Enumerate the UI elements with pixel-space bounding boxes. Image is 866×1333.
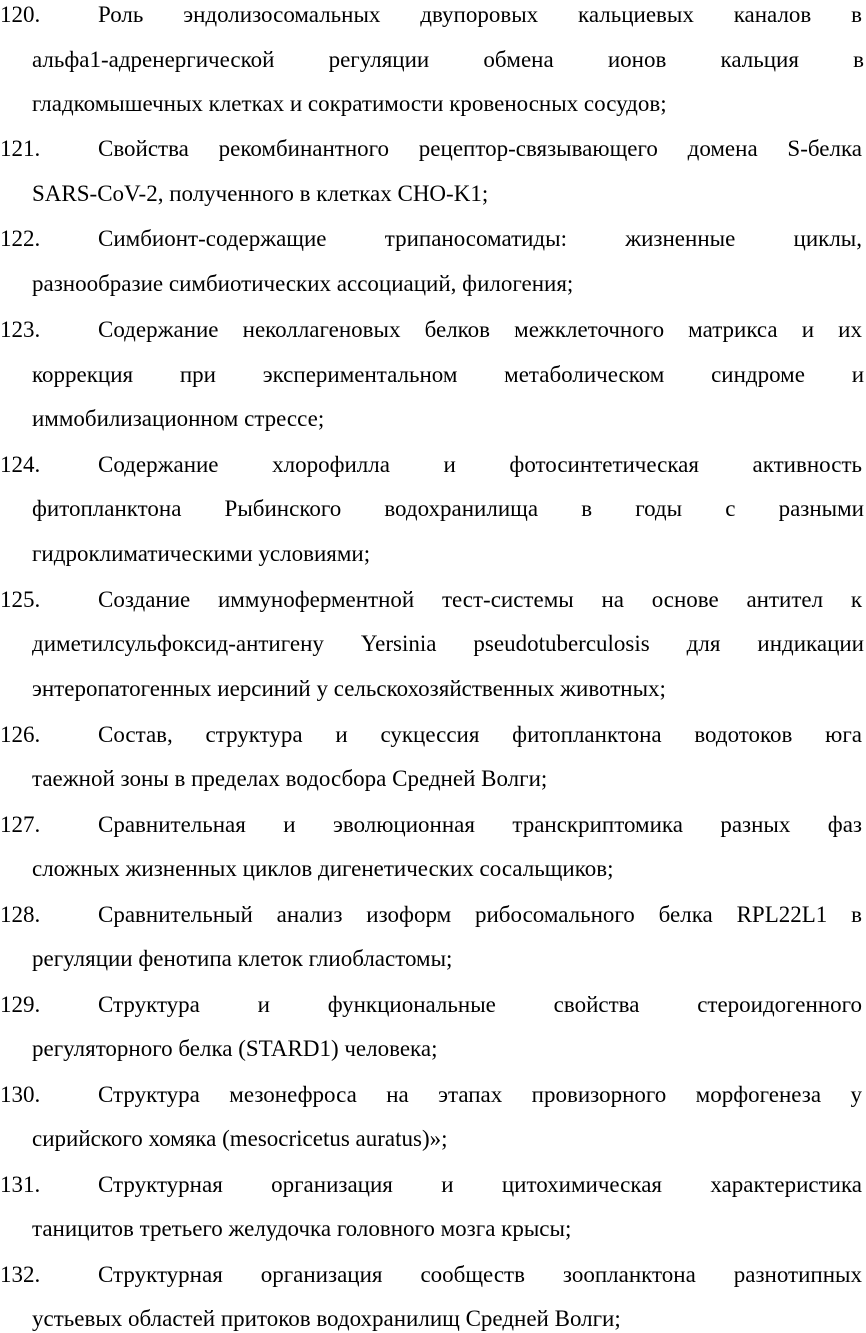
item-text-line: регуляторного белка (STARD1) человека; [32,1036,438,1061]
item-text-line: гладкомышечных клетках и сократимости кровеносных сосудов; [32,91,667,116]
item-number: 127. [0,812,41,837]
item-text-line: альфа1-адренергической регуляции обмена ионов кальция в [32,47,864,72]
item-number: 124. [0,452,41,477]
item-text-line: Сравнительная и эволюционная транскриптомика разных фаз [98,812,862,837]
item-text-line: энтеропатогенных иерсиний у сельскохозяйственных животных; [32,676,666,701]
item-text-line: Свойства рекомбинантного рецептор-связывающего домена S-белка [98,136,862,161]
item-text-line: сирийского хомяка (mesocricetus auratus)»; [32,1126,448,1151]
item-text-line: Структурная организация и цитохимическая характеристика [98,1172,862,1197]
item-number: 129. [0,992,41,1017]
item-number: 132. [0,1262,41,1287]
item-text-line: иммобилизационном стрессе; [32,406,325,431]
item-text-line: гидроклиматическими условиями; [32,541,371,566]
item-number: 120. [0,2,41,27]
item-number: 130. [0,1082,41,1107]
item-text-line: Состав, структура и сукцессия фитопланктона водотоков юга [98,722,862,747]
item-text-line: таницитов третьего желудочка головного мозга крысы; [32,1216,572,1241]
item-text-line: Симбионт-содержащие трипаносоматиды: жизненные циклы, [98,226,862,251]
item-text-line: устьевых областей притоков водохранилищ Средней Волги; [32,1306,621,1331]
item-number: 126. [0,722,41,747]
item-number: 121. [0,136,41,161]
item-text-line: Структура мезонефроса на этапах провизорного морфогенеза у [98,1082,862,1107]
item-text-line: Роль эндолизосомальных двупоровых кальциевых каналов в [98,2,862,27]
item-text-line: сложных жизненных циклов дигенетических сосальщиков; [32,856,614,881]
item-text-line: регуляции фенотипа клеток глиобластомы; [32,946,453,971]
item-number: 122. [0,226,41,251]
item-text-line: таежной зоны в пределах водосбора Средней Волги; [32,766,548,791]
item-number: 125. [0,587,41,612]
item-number: 131. [0,1172,41,1197]
item-text-line: SARS-CoV-2, полученного в клетках CHO-K1; [32,181,489,206]
item-number: 128. [0,902,41,927]
item-text-line: Содержание неколлагеновых белков межклеточного матрикса и их [98,317,862,342]
item-text-line: Структурная организация сообществ зоопланктона разнотипных [98,1262,862,1287]
item-text-line: фитопланктона Рыбинского водохранилища в годы с разными [32,496,864,521]
item-text-line: разнообразие симбиотических ассоциаций, филогения; [32,271,574,296]
item-text-line: Структура и функциональные свойства стероидогенного [98,992,862,1017]
item-text-line: диметилсульфоксид-антигену Yersinia pseudotuberculosis для индикации [32,631,864,656]
item-text-line: Создание иммуноферментной тест-системы на основе антител к [98,587,862,612]
item-text-line: коррекция при экспериментальном метаболическом синдроме и [32,362,864,387]
item-number: 123. [0,317,41,342]
item-text-line: Содержание хлорофилла и фотосинтетическая активность [98,452,862,477]
item-text-line: Сравнительный анализ изоформ рибосомального белка RPL22L1 в [98,902,862,927]
